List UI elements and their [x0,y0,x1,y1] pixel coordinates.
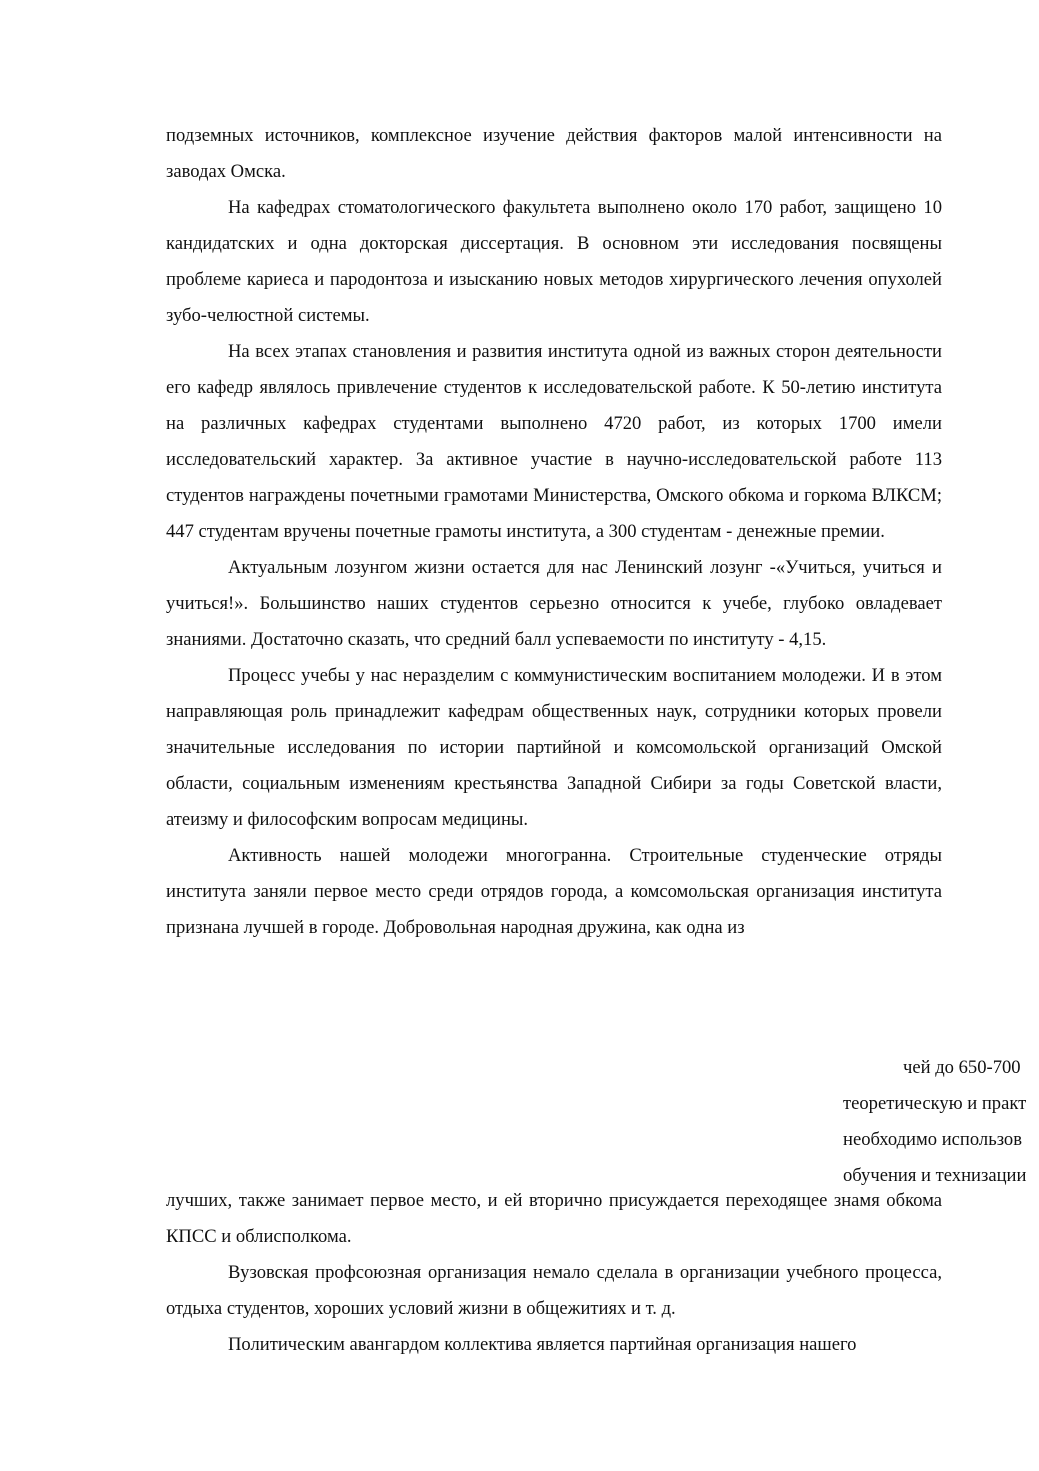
paragraph: На кафедрах стоматологического факультета выполнено около 170 работ, защищено 10 кандидатских и одна докторская диссертация. В основном эти исследования посвящены проблеме кариеса и пародонтоза и изысканию новых методов хирургического лечения опухолей зубо-челюстной системы. [166,197,942,326]
fragment-line: необходимо использов [843,1129,1023,1150]
paragraph: Политическим авангардом коллектива является партийная организация нашего [228,1334,857,1355]
paragraph: На всех этапах становления и развития института одной из важных сторон деятельности его кафедр являлось привлечение студентов к исследовательской работе. К 50-летию института на различных кафедрах студентами выполнено 4720 работ, из которых 1700 имели исследовательский характер. За активное участие в научно-исследовательской работе 113 студентов награждены почетными грамотами Министерства, Омского обкома и горкома ВЛКСМ; 447 студентам вручены почетные грамоты института, а 300 студентам - денежные премии. [166,341,942,542]
text-block-upper [166,118,942,946]
paragraph: Вузовская профсоюзная организация немало сделала в организации учебного процесса, отдыха студентов, хороших условий жизни в общежитиях и т. д. [166,1262,942,1319]
fragment-line: теоретическую и практ [843,1093,1027,1114]
paragraph: лучших, также занимает первое место, и ей вторично присуждается переходящее знамя обкома КПСС и облисполкома. [166,1190,942,1247]
fragment-line: обучения и технизации [843,1165,1027,1186]
paragraph: Актуальным лозунгом жизни остается для нас Ленинский лозунг -«Учиться, учиться и учиться!». Большинство наших студентов серьезно относится к учебе, глубоко овладевает знаниями. Достаточно сказать, что средний балл успеваемости по институту - 4,15. [166,557,942,650]
text-block-lower [166,1183,942,1363]
paragraph: подземных источников, комплексное изучение действия факторов малой интенсивности на заводах Омска. [166,125,942,182]
paragraph: Процесс учебы у нас неразделим с коммунистическим воспитанием молодежи. И в этом направляющая роль принадлежит кафедрам общественных наук, сотрудники которых провели значительные исследования по истории партийной и комсомольской организаций Омской области, социальным изменениям крестьянства Западной Сибири за годы Советской власти, атеизму и философским вопросам медицины. [166,665,942,830]
fragment-line: чей до 650-700 [903,1057,1021,1078]
paragraph: Активность нашей молодежи многогранна. Строительные студенческие отряды института заняли первое место среди отрядов города, а комсомольская организация института признана лучшей в городе. Добровольная народная дружина, как одна из [166,845,942,938]
